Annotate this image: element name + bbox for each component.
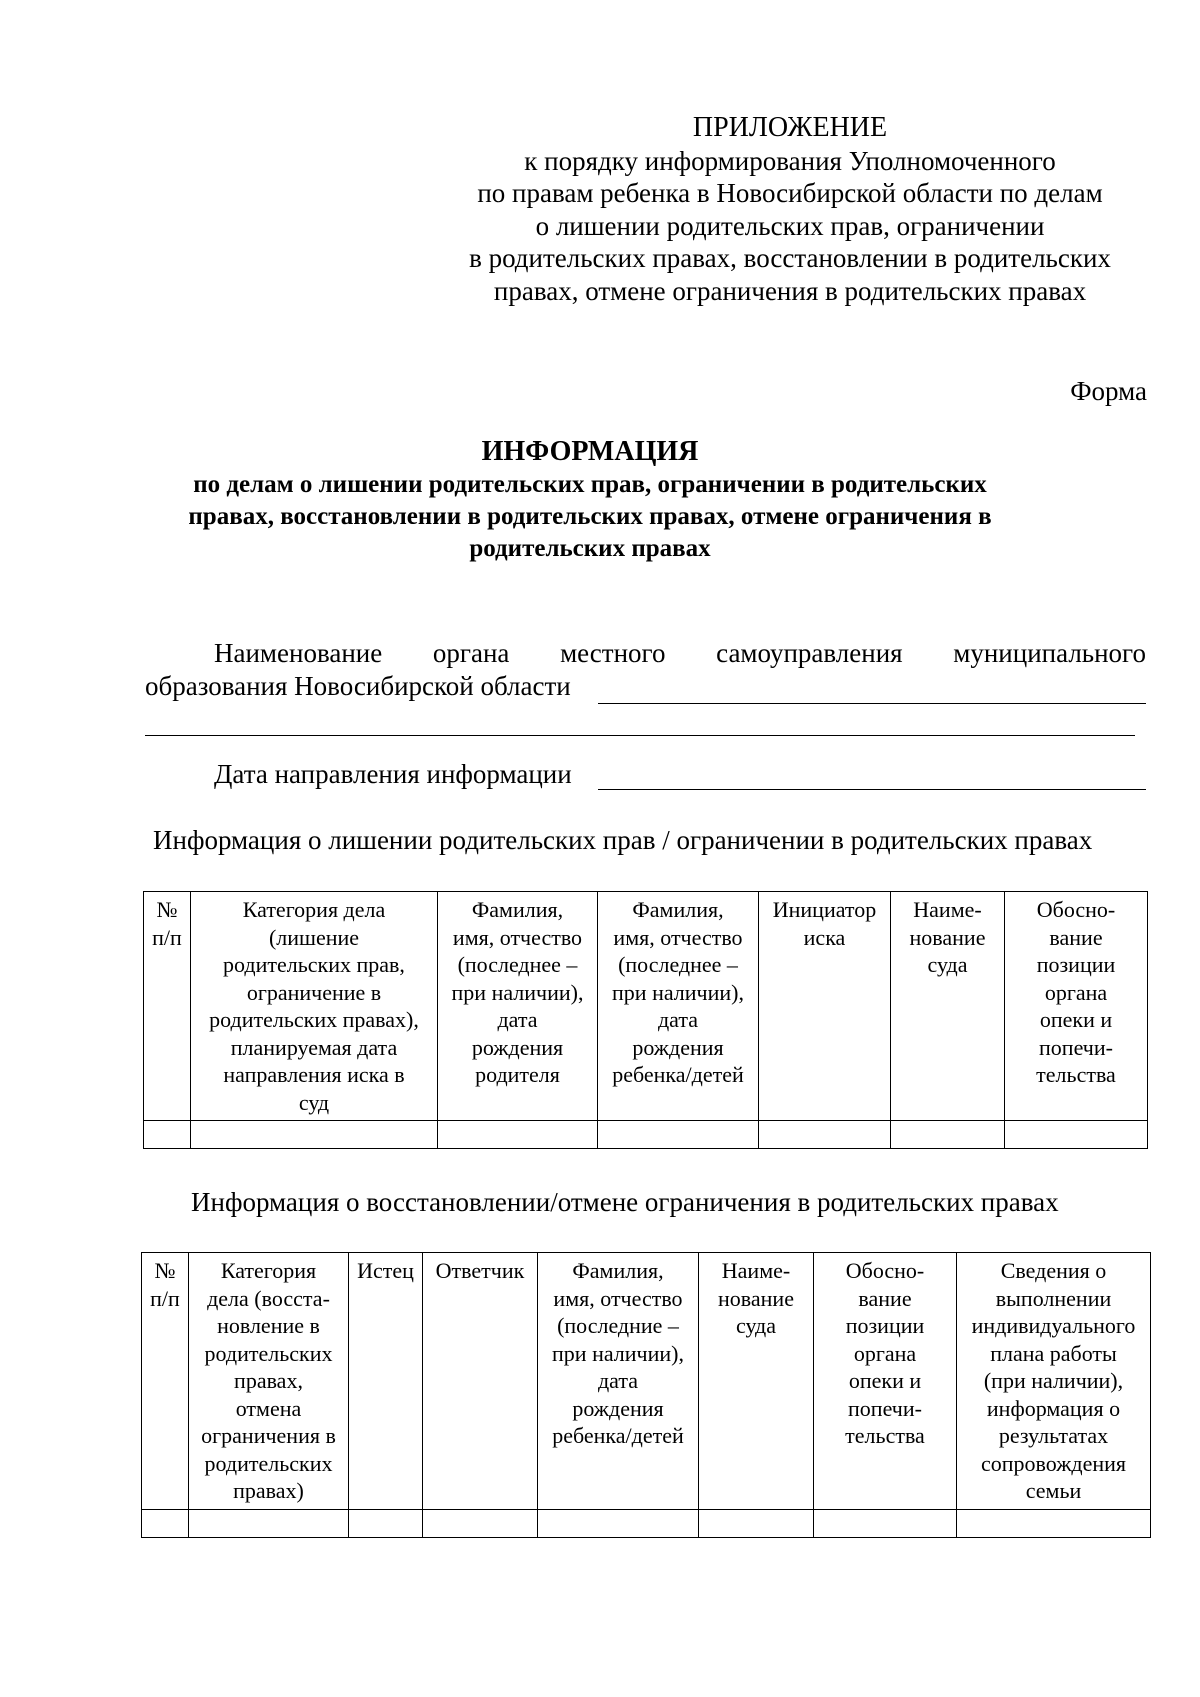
header-text: (последнее –	[457, 952, 578, 977]
header-text: имя, отчество	[452, 924, 583, 950]
document-title	[140, 435, 1040, 565]
header-text: результатах	[998, 1423, 1109, 1448]
header-text: сопровождения	[980, 1450, 1127, 1476]
header-cell-number	[142, 1253, 189, 1510]
header-text: вание	[1049, 924, 1103, 950]
table-cell[interactable]	[957, 1509, 1151, 1537]
header-text: нование	[718, 1285, 794, 1311]
header-text: Истец	[357, 1258, 414, 1283]
header-text: иска	[803, 924, 846, 950]
header-text: попечи-	[848, 1395, 922, 1421]
header-cell-defendant	[423, 1253, 538, 1510]
header-text: опеки и	[1039, 1007, 1113, 1032]
header-text: (последнее –	[618, 952, 738, 977]
header-cell-category	[189, 1253, 349, 1510]
appendix-header	[430, 112, 1150, 307]
header-text: нование	[909, 924, 986, 950]
table-header-row	[142, 1253, 1151, 1510]
table-cell[interactable]	[144, 1121, 191, 1149]
title-line: родительских правах	[469, 535, 711, 562]
header-cell-category	[191, 892, 438, 1121]
header-text: суда	[927, 952, 968, 977]
header-text: суд	[298, 1089, 330, 1115]
header-text: Категория дела	[242, 897, 386, 922]
table-row	[142, 1509, 1151, 1537]
header-text: Инициатор	[772, 897, 877, 922]
appendix-line: о лишении родительских прав, ограничении	[535, 210, 1045, 241]
header-text: родительских	[204, 1450, 333, 1476]
deprivation-table	[143, 891, 1148, 1149]
header-text: дата	[497, 1007, 538, 1032]
header-text: при наличии),	[451, 979, 584, 1005]
header-text: Фамилия,	[572, 1258, 664, 1283]
header-text: Обосно-	[845, 1258, 925, 1283]
header-text: имя, отчество	[553, 1285, 683, 1311]
restoration-table	[141, 1252, 1151, 1538]
header-text: информация о	[986, 1395, 1121, 1421]
header-text: органа	[853, 1340, 917, 1366]
header-text: родителя	[475, 1062, 560, 1087]
header-text: (последние –	[557, 1313, 679, 1338]
header-text: позиции	[845, 1313, 925, 1338]
header-text: родительских правах),	[209, 1007, 419, 1032]
header-text: (при наличии),	[983, 1368, 1124, 1393]
date-field[interactable]	[598, 789, 1146, 790]
org-word: органа	[432, 638, 510, 668]
header-text: рождения	[632, 1034, 724, 1060]
table-cell[interactable]	[814, 1509, 957, 1537]
header-text: тельства	[845, 1423, 925, 1448]
header-text: ребенка/детей	[552, 1423, 684, 1448]
header-text: при наличии),	[612, 979, 744, 1005]
header-text: ограничения в	[201, 1423, 336, 1448]
table2-caption: Информация о восстановлении/отмене ограничения в родительских правах	[191, 1187, 1059, 1217]
header-text: отмена	[235, 1395, 302, 1421]
table1-caption: Информация о лишении родительских прав / ограничении в родительских правах	[153, 825, 1093, 855]
header-text: индивидуального	[971, 1313, 1136, 1338]
header-text: родительских	[204, 1340, 333, 1366]
header-text: п/п	[150, 1285, 180, 1311]
table-cell[interactable]	[759, 1121, 891, 1149]
table-cell[interactable]	[538, 1509, 699, 1537]
org-name-label	[214, 638, 1146, 669]
header-text: попечи-	[1039, 1034, 1113, 1060]
header-text: новление в	[217, 1313, 320, 1338]
table-cell[interactable]	[142, 1509, 189, 1537]
table-row	[144, 1121, 1148, 1149]
header-text: Сведения о	[1000, 1258, 1107, 1283]
header-text: выполнении	[995, 1285, 1112, 1311]
header-text: семьи	[1025, 1478, 1082, 1503]
appendix-line: к порядку информирования Уполномоченного	[524, 145, 1056, 176]
header-text: Наиме-	[913, 897, 982, 922]
header-text: Фамилия,	[632, 897, 724, 922]
table-cell[interactable]	[699, 1509, 814, 1537]
header-text: родительских прав,	[223, 952, 405, 977]
header-text: опеки и	[848, 1368, 922, 1393]
header-cell-court	[699, 1253, 814, 1510]
header-text: ребенка/детей	[612, 1062, 744, 1087]
table-cell[interactable]	[191, 1121, 438, 1149]
table-cell[interactable]	[189, 1509, 349, 1537]
header-text: (лишение	[268, 924, 360, 950]
org-word: местного	[560, 638, 666, 668]
appendix-line: правах, отмене ограничения в родительских правах	[493, 275, 1087, 306]
header-cell-plaintiff	[349, 1253, 423, 1510]
header-text: дата	[657, 1007, 699, 1032]
header-text: рождения	[471, 1034, 564, 1060]
table-cell[interactable]	[891, 1121, 1005, 1149]
header-cell-plan-info	[957, 1253, 1151, 1510]
date-label: Дата направления информации	[214, 759, 572, 789]
org-name-field[interactable]	[598, 703, 1146, 704]
header-text: №	[154, 1258, 176, 1283]
header-cell-child	[538, 1253, 699, 1510]
table-cell[interactable]	[423, 1509, 538, 1537]
header-text: п/п	[152, 924, 182, 950]
header-cell-parent	[438, 892, 598, 1121]
header-text: рождения	[572, 1395, 664, 1421]
form-label: Форма	[1070, 376, 1147, 406]
header-cell-justification	[1005, 892, 1148, 1121]
header-cell-child	[598, 892, 759, 1121]
org-name-field-continuation[interactable]	[145, 735, 1135, 736]
header-text: направления иска в	[223, 1062, 405, 1087]
header-cell-number	[144, 892, 191, 1121]
header-text: планируемая дата	[230, 1034, 398, 1060]
title-line: правах, восстановлении в родительских правах, отмене ограничения в	[188, 503, 992, 530]
title-main: ИНФОРМАЦИЯ	[481, 436, 699, 467]
appendix-line: по правам ребенка в Новосибирской области по делам	[477, 178, 1103, 208]
header-text: ограничение в	[246, 979, 382, 1005]
header-text: Фамилия,	[471, 897, 564, 922]
header-text: при наличии),	[552, 1340, 684, 1366]
header-text: Ответчик	[435, 1258, 525, 1283]
table-cell[interactable]	[1005, 1121, 1148, 1149]
header-text: органа	[1044, 979, 1108, 1005]
header-cell-court	[891, 892, 1005, 1121]
header-text: вание	[858, 1285, 912, 1311]
header-text: позиции	[1036, 952, 1116, 977]
header-text: Обосно-	[1036, 897, 1116, 922]
org-name-label-line2: образования Новосибирской области	[145, 671, 571, 701]
title-line: по делам о лишении родительских прав, ограничении в родительских	[193, 471, 987, 498]
header-text: правах,	[234, 1368, 303, 1393]
header-text: имя, отчество	[613, 924, 743, 950]
org-word: Наименование	[214, 638, 383, 668]
header-text: дата	[597, 1368, 639, 1393]
header-text: суда	[735, 1313, 777, 1338]
table-cell[interactable]	[349, 1509, 423, 1537]
table-cell[interactable]	[438, 1121, 598, 1149]
header-text: дела (восста-	[207, 1285, 330, 1311]
org-word: самоуправления	[716, 638, 903, 668]
appendix-line: в родительских правах, восстановлении в родительских	[469, 243, 1111, 273]
header-text: Категория	[220, 1258, 317, 1283]
header-text: №	[156, 897, 178, 922]
header-cell-initiator	[759, 892, 891, 1121]
header-text: плана работы	[990, 1340, 1117, 1366]
header-text: Наиме-	[721, 1258, 791, 1283]
header-text: тельства	[1036, 1062, 1116, 1087]
appendix-heading: ПРИЛОЖЕНИЕ	[692, 112, 888, 143]
org-word: муниципального	[953, 638, 1146, 668]
header-cell-justification	[814, 1253, 957, 1510]
table-header-row	[144, 892, 1148, 1121]
header-text: правах)	[233, 1478, 304, 1503]
table-cell[interactable]	[598, 1121, 759, 1149]
